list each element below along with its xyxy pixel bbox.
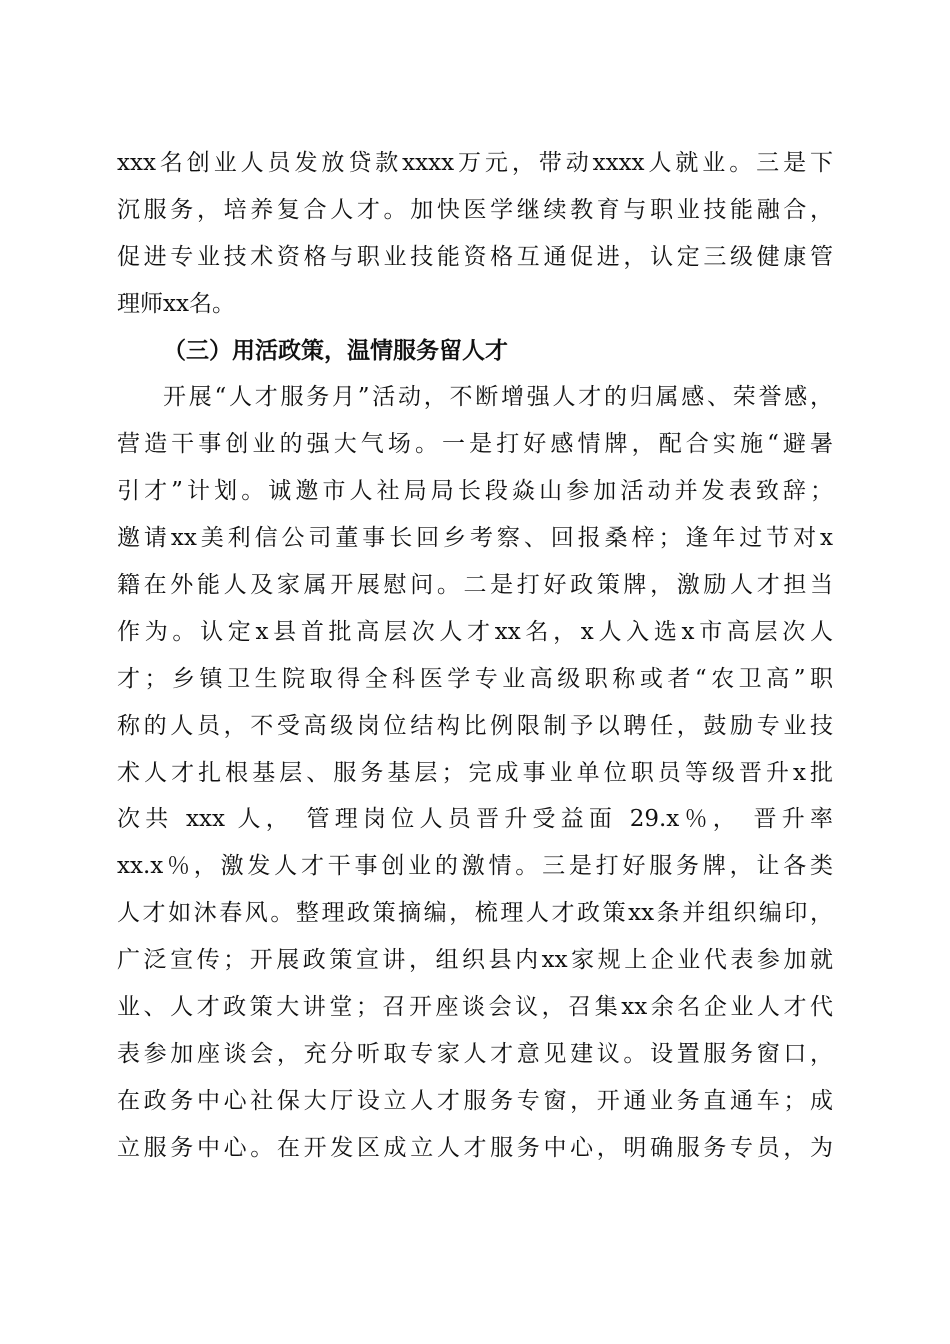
text-line: 作为。认定x县首批高层次人才xx名，x人入选x市高层次人 [117,618,833,645]
paragraph-first-line: 开展“人才服务月”活动，不断增强人才的归属感、荣誉感， [163,384,833,411]
text-line: 引才”计划。诚邀市人社局局长段焱山参加活动并发表致辞； [117,478,833,505]
text-line: 立服务中心。在开发区成立人才服务中心，明确服务专员，为 [117,1134,833,1161]
text-line: 籍在外能人及家属开展慰问。二是打好政策牌，激励人才担当 [117,572,833,599]
text-line: xx.x％，激发人才干事创业的激情。三是打好服务牌，让各类 [117,853,833,880]
text-line: 营造干事创业的强大气场。一是打好感情牌，配合实施“避暑 [117,431,833,458]
text-line: 在政务中心社保大厅设立人才服务专窗，开通业务直通车；成 [117,1087,833,1114]
section-heading: （三）用活政策，温情服务留人才 [163,336,508,364]
text-line: 表参加座谈会，充分听取专家人才意见建议。设置服务窗口， [117,1040,833,1067]
text-line: 沉服务，培养复合人才。加快医学继续教育与职业技能融合， [117,196,833,223]
body-text [117,140,833,1172]
text-line: 促进专业技术资格与职业技能资格互通促进，认定三级健康管 [117,243,833,270]
text-line: 广泛宣传；开展政策宣讲，组织县内xx家规上企业代表参加就 [117,947,833,974]
text-line: 邀请xx美利信公司董事长回乡考察、回报桑梓；逢年过节对x [117,525,833,552]
text-line: 人才如沐春风。整理政策摘编，梳理人才政策xx条并组织编印， [117,900,833,927]
text-line: 术人才扎根基层、服务基层；完成事业单位职员等级晋升x批 [117,759,833,786]
text-line: xxx名创业人员发放贷款xxxx万元，带动xxxx人就业。三是下 [117,150,833,176]
text-line: 理师xx名。 [117,290,235,317]
text-line: 称的人员，不受高级岗位结构比例限制予以聘任，鼓励专业技 [117,712,833,739]
text-line: 次共 xxx 人， 管理岗位人员晋升受益面 29.x％， 晋升率 [117,806,833,833]
text-line: 业、人才政策大讲堂；召开座谈会议，召集xx余名企业人才代 [117,994,833,1021]
text-line: 才；乡镇卫生院取得全科医学专业高级职称或者“农卫高”职 [117,665,833,692]
